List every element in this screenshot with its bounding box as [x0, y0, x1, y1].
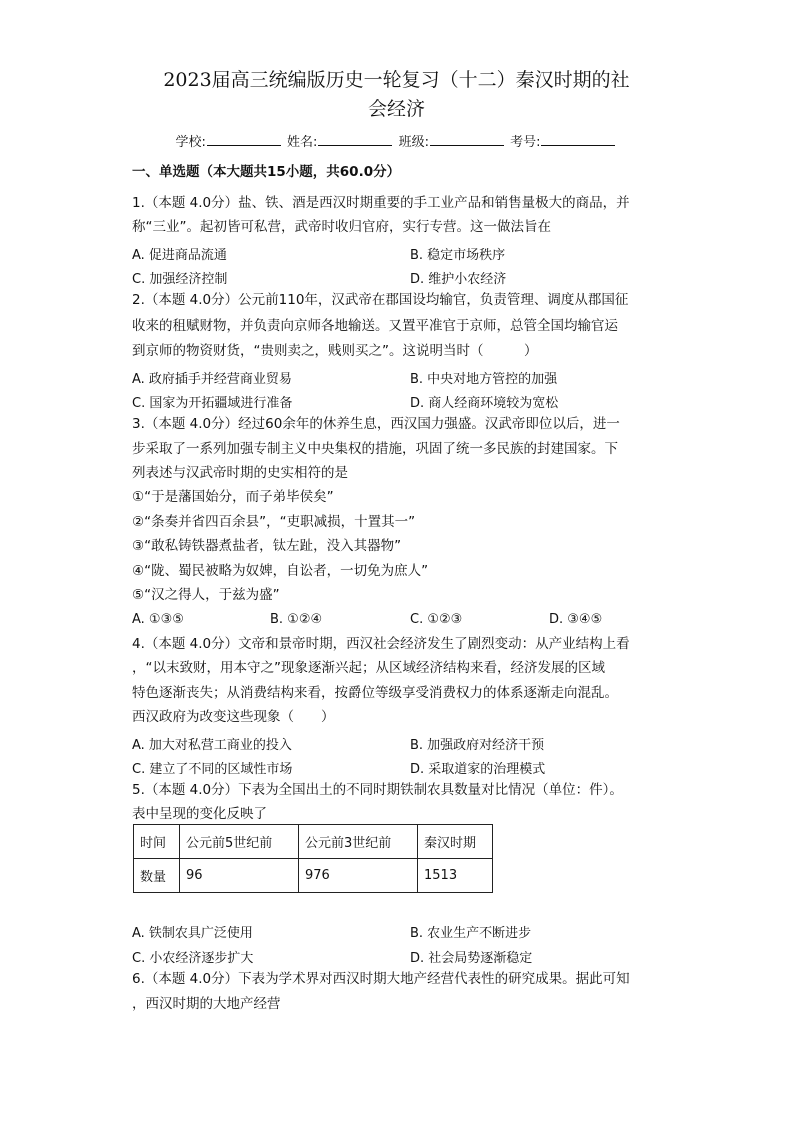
q5-stem-line: 表中呈现的变化反映了	[132, 806, 267, 822]
q6-stem-line: ，西汉时期的大地产经营	[132, 996, 281, 1012]
q3-option-a: A. ①③⑤	[132, 612, 184, 627]
table-cell: 数量	[134, 859, 180, 893]
student-info-row	[0, 131, 793, 150]
table-cell: 96	[180, 859, 299, 893]
q2-option-d: D. 商人经商环境较为宽松	[410, 396, 559, 411]
q5-stem-line: 5.（本题 4.0分）下表为全国出土的不同时期铁制农具数量对比情况（单位：件）。	[132, 782, 623, 798]
q2-stem-line: 到京师的物资财货，“贵则卖之，贱则买之”。这说明当时（ ）	[132, 343, 538, 359]
table-cell: 1513	[418, 859, 493, 893]
table-cell: 秦汉时期	[418, 825, 493, 859]
exam-number-blank	[541, 133, 615, 146]
q5-option-a: A. 铁制农具广泛使用	[132, 926, 253, 941]
school-label: 学校:	[175, 135, 206, 150]
table-row	[134, 859, 493, 893]
q4-option-c: C. 建立了不同的区域性市场	[132, 762, 293, 777]
q3-stem-line: 3.（本题 4.0分）经过60余年的休养生息，西汉国力强盛。汉武帝即位以后，进一	[132, 416, 620, 432]
q3-statement-2: ②“条奏并省四百余县”，“吏职减损，十置其一”	[132, 514, 416, 530]
q4-stem-line: 西汉政府为改变这些现象（ ）	[132, 709, 335, 725]
iron-tools-table	[133, 824, 493, 893]
q5-option-d: D. 社会局势逐渐稳定	[410, 951, 533, 966]
table-header-row	[134, 825, 493, 859]
exam-number-label: 考号:	[510, 135, 541, 150]
q2-option-c: C. 国家为开拓疆域进行准备	[132, 396, 293, 411]
table-cell: 公元前3世纪前	[299, 825, 418, 859]
q4-option-d: D. 采取道家的治理模式	[410, 762, 546, 777]
q4-stem-line: ，“以末致财，用本守之”现象逐渐兴起；从区域经济结构来看，经济发展的区域	[132, 660, 605, 676]
q4-option-a: A. 加大对私营工商业的投入	[132, 738, 292, 753]
q2-stem-line: 收来的租赋财物，并负责向京师各地输送。又置平准官于京师，总管全国均输官运	[132, 318, 618, 334]
page-title: 2023届高三统编版历史一轮复习（十二）秦汉时期的社	[163, 69, 630, 91]
table-cell: 976	[299, 859, 418, 893]
q5-option-b: B. 农业生产不断进步	[410, 926, 532, 941]
q3-statement-4: ④“陇、蜀民被略为奴婢，自讼者，一切免为庶人”	[132, 563, 429, 579]
q1-stem-line: 称“三业”。起初皆可私营，武帝时收归官府，实行专营。这一做法旨在	[132, 219, 551, 235]
q2-stem-line: 2.（本题 4.0分）公元前110年，汉武帝在郡国设均输官，负责管理、调度从郡国征	[132, 292, 629, 308]
q1-option-c: C. 加强经济控制	[132, 272, 228, 287]
class-label: 班级:	[398, 135, 429, 150]
q2-option-b: B. 中央对地方管控的加强	[410, 372, 558, 387]
q6-stem-line: 6.（本题 4.0分）下表为学术界对西汉时期大地产经营代表性的研究成果。据此可知	[132, 971, 630, 987]
q3-option-b: B. ①②④	[270, 612, 323, 627]
q3-stem-line: 步采取了一系列加强专制主义中央集权的措施，巩固了统一多民族的封建国家。下	[132, 441, 618, 457]
q3-option-c: C. ①②③	[410, 612, 463, 627]
q1-option-b: B. 稳定市场秩序	[410, 248, 506, 263]
name-blank	[318, 133, 392, 146]
table-cell: 时间	[134, 825, 180, 859]
q2-option-a: A. 政府插手并经营商业贸易	[132, 372, 292, 387]
q3-statement-1: ①“于是藩国始分，而子弟毕侯矣”	[132, 489, 334, 505]
q1-option-a: A. 促进商品流通	[132, 248, 227, 263]
table-cell: 公元前5世纪前	[180, 825, 299, 859]
page-title-continued: 会经济	[367, 98, 425, 120]
class-blank	[430, 133, 504, 146]
section-heading: 一、单选题（本大题共15小题，共60.0分）	[132, 164, 401, 180]
q5-option-c: C. 小农经济逐步扩大	[132, 951, 254, 966]
q1-stem-line: 1.（本题 4.0分）盐、铁、酒是西汉时期重要的手工业产品和销售量极大的商品，并	[132, 195, 630, 211]
q1-option-d: D. 维护小农经济	[410, 272, 507, 287]
q3-stem-line: 列表述与汉武帝时期的史实相符的是	[132, 465, 348, 481]
school-blank	[207, 133, 281, 146]
q4-stem-line: 4.（本题 4.0分）文帝和景帝时期，西汉社会经济发生了剧烈变动：从产业结构上看	[132, 636, 630, 652]
q3-statement-3: ③“敢私铸铁器煮盐者，钛左趾，没入其器物”	[132, 538, 402, 554]
q3-statement-5: ⑤“汉之得人，于兹为盛”	[132, 587, 280, 603]
name-label: 姓名:	[287, 135, 318, 150]
q4-stem-line: 特色逐渐丧失；从消费结构来看，按爵位等级享受消费权力的体系逐渐走向混乱。	[132, 685, 618, 701]
q3-option-d: D. ③④⑤	[549, 612, 603, 627]
q4-option-b: B. 加强政府对经济干预	[410, 738, 545, 753]
